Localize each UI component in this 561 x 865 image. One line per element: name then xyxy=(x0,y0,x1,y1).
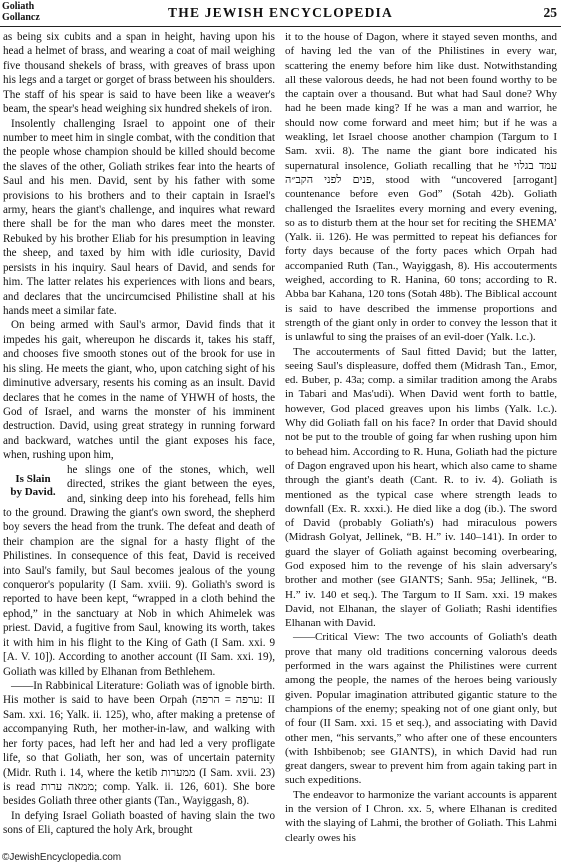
paragraph: as being six cubits and a span in height, having upon his head a helmet of brass, and wearing a coat of mail weighing five thousand shekels of brass, with greaves of brass upon his legs and a target or gorget of brass between his shoulders. The staff of his spear is said to have been like a weaver's beam, the spear's head weighing six hundred shekels of iron. xyxy=(3,31,275,116)
paragraph: On being armed with Saul's armor, David finds that it impedes his gait, whereupon he discards it, takes his staff, and chooses five smooth stones out of the brook for use in his sling. He meets the giant, who, upon catching sight of his diminutive adversary, resents his coming as an insult. David declares that he comes in the name of YHWH of hosts, the God of Israel, and warns the monster of his imminent destruction. David, using great strategy in running forward and backward, watches until the giant exposes his face, when, rushing upon him, xyxy=(3,319,275,462)
paragraph: The accouterments of Saul fitted David; but the latter, seeing Saul's displeasure, doffed them (Midrash Tan., Emor, ed. Buber, p. 43a; comp. a similar tradition among the Arabs in Tabari and Mas'udi). When David went forth to battle, however, God placed greaves upon his limbs (Yalk. l.c.). Why did Goliath fall on his face? In order that David should not be put to the trouble of going far when rushing upon him to behead him. According to R. Huna, Goliath had the picture of Dagon engraved upon his heart, which also came to shame through the giant's death (Cant. R. to iv. 4). Goliath is mentioned as the typical case where strength leads to downfall (Ex. R. xxxi.). He died like a dog (ib.). The sword of David (probably Goliath's) had miraculous powers (Midrash Golyat, Jellinek, “B. H.” iv. 140–141). In order to guard the slayer of Goliath against becoming overbearing, God exposed him to the revenge of his slain adversary's brother and mother (see GIANTS; Sanh. 95a; Jellinek, “B. H.” iv. 140 et seq.). The Targum to II Sam. xxi. 19 makes David, not Elhanan, the slayer of Goliath; Rashi identifies Elhanan with David. xyxy=(285,345,557,630)
copyright-footer: ©JewishEncyclopedia.com xyxy=(2,852,122,863)
page-number: 25 xyxy=(543,5,557,20)
paragraph: Insolently challenging Israel to appoint one of their number to meet him in single combat, with the condition that the people whose champion should be killed should become the slaves of the other, Goliath strikes fear into the hearts of Saul and his men. David, sent by his father with some provisions to his brothers and to their captain in Israel's army, hears the giant's challenge, and inquires what reward there shall be for the man who dares meet the monster. Rebuked by his brother Eliab for his presumption in leaving the sheep, and taxed by him with idle curiosity, David persists in his inquiry. Saul hears of David, and sends for him. The latter relates his experiences with lions and bears, and declares that the uncircumcised Philistine shall at his hands meet a similar fate. xyxy=(3,117,275,318)
margin-heading xyxy=(3,473,63,499)
paragraph-critical-view: ——Critical View: The two accounts of Goliath's death prove that many old traditions concerning valorous deeds performed in the wars against the Philistines were current among the people, the names of the heroes being variously given. Popular imagination attributed gigantic stature to the champions of the enemy; speaking not of one giant only, but of four (II Sam. xxi. 15 et seq.), and associating with David other men, “his servants,” who after one of these encounters (with Ishbibenob; see GIANTS), in which David had run great dangers, swear to prevent him from again taking part in such expeditions. xyxy=(285,631,557,787)
margin-heading-line: Is Slain xyxy=(15,472,51,485)
paragraph: The endeavor to harmonize the variant accounts is apparent in the version of I Chron. xx. 5, where Elhanan is credited with the slaying of Lahmi, the brother of Goliath. This Lahmi clearly owes his xyxy=(285,788,557,844)
publication-title: THE JEWISH ENCYCLOPEDIA xyxy=(168,5,393,20)
right-column xyxy=(285,30,557,845)
paragraph: it to the house of Dagon, where it stayed seven months, and of having led the van of the Philistines in every war, scattering the enemy before him like dust. Notwithstanding all these valorous deeds, he had not been found worthy to be the captain over a thousand. But what had Saul done? Why had he been made king? If he was a man and warrior, he should now come forward and meet him; but if he was a weakling, let Israel choose another champion (Targum to I Sam. xvii. 8). The name the giant bore indicated his supernatural insolence, Goliath recalling that he עמד בגלוי פנים לפני הקב״ה, stood with “uncovered [arrogant] countenance before even God” (Sotah 42b). Goliath challenged the Israelites every morning and every evening, so as to disturb them at the hour set for reciting the SHEMA’ (Yalk. ii. 126). He was permitted to repeat his defiances for forty days because of the forty paces which Orpah had accompanied Ruth (Tan., Wayiggash, 8). His accouterments weighed, according to R. Hanina, 60 tons; according to R. Abba bar Kahana, 120 tons (Sotah 48b). The Biblical account is said to have described the immense proportions and strength of the giant only in order to convey the lesson that it is unlawful to sing the praises of an evil-doer (Yalk. l.c.). xyxy=(285,31,557,344)
paragraph-rabbinical-literature: ——In Rabbinical Literature: Goliath was of ignoble birth. His mother is said to have been Orpah (ערפה = הרפה: II Sam. xxi. 16; Yalk. ii. 125), who, after making a pretense of accompanying Ruth, her mother-in-law, and walking with her forty paces, had left her and had led a very profligate life, so that Goliath, her son, was of uncertain paternity (Midr. Ruth i. 14, where the ketib ממערות (I Sam. xvii. 23) is read ממאה ערות; comp. Yalk. ii. 126, 601). She bore besides Goliath three other giants (Tan., Wayiggash, 8). xyxy=(3,679,275,808)
running-head-first: Goliath xyxy=(2,1,35,12)
running-head-last: Gollancz xyxy=(2,12,40,23)
paragraph: In defying Israel Goliath boasted of having slain the two sons of Eli, captured the holy Ark, brought xyxy=(3,809,275,837)
margin-heading-line: by David. xyxy=(10,485,56,498)
paragraph: he slings one of the stones, which, well directed, strikes the giant between the eyes, and, sinking deep into his forehead, fells him to the ground. Drawing the giant's own sword, the shepherd boy severs the head from the trunk. The defeat and death of their champion are the signal for a hasty flight of the Philistines. In consequence of this feat, David is received into Saul's family, but Saul becomes jealous of the young conqueror's popularity (I Sam. xviii. 9). Goliath's sword is reported to have been kept, “wrapped in a cloth behind the ephod,” in the sanctuary at Nob in which Ahimelek was priest. David, a fugitive from Saul, knowing its worth, takes it with him in his flight to the King of Gath (I Sam. xxi. 9 [A. V. 10]). According to another account (II Sam. xxi. 19), Goliath was killed by Elhanan from Bethlehem. xyxy=(3,463,275,678)
running-header xyxy=(0,0,561,27)
left-column xyxy=(3,30,275,838)
